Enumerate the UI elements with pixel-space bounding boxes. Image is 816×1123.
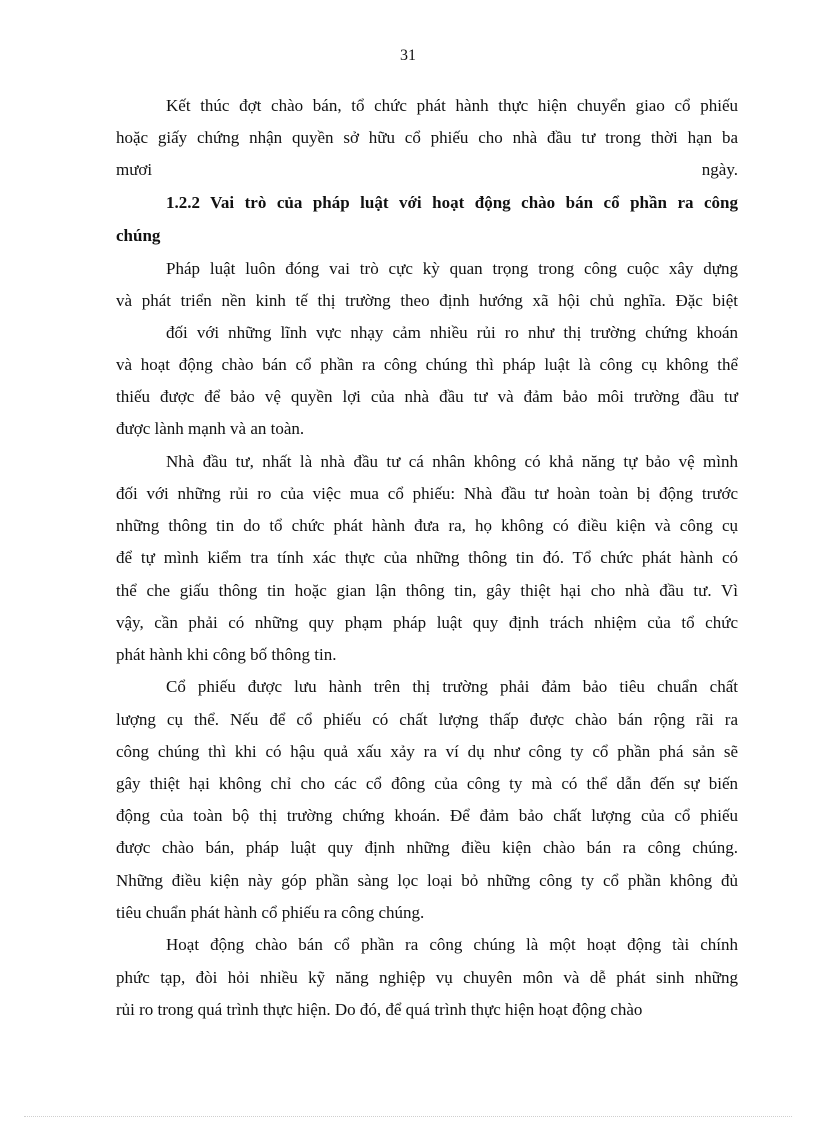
paragraph-line: thể che giấu thông tin hoặc gian lận thông tin, gây thiệt hại cho nhà đầu tư. Vì — [116, 581, 738, 600]
paragraph-line: Pháp luật luôn đóng vai trò cực kỳ quan trọng trong công cuộc xây dựng — [166, 259, 738, 278]
paragraph-line: tiêu chuẩn phát hành cổ phiếu ra công chúng. — [116, 903, 425, 922]
paragraph-line: và hoạt động chào bán cổ phần ra công chúng thì pháp luật là công cụ không thể — [116, 355, 738, 374]
paragraph-line: Kết thúc đợt chào bán, tổ chức phát hành thực hiện chuyển giao cổ phiếu — [166, 96, 738, 115]
paragraph-line: đối với những rủi ro của việc mua cổ phiếu: Nhà đầu tư hoàn toàn bị động trước — [116, 484, 738, 503]
paragraph-line: và phát triển nền kinh tế thị trường theo định hướng xã hội chủ nghĩa. Đặc biệt — [116, 291, 738, 310]
paragraph-line-split — [116, 160, 738, 180]
paragraph-line: hoặc giấy chứng nhận quyền sở hữu cổ phiếu cho nhà đầu tư trong thời hạn ba — [116, 128, 738, 147]
paragraph-line: phức tạp, đòi hỏi nhiều kỹ năng nghiệp vụ chuyên môn và dễ phát sinh những — [116, 968, 738, 987]
paragraph-line: để tự mình kiểm tra tính xác thực của những thông tin đó. Tổ chức phát hành có — [116, 548, 738, 567]
paragraph-line: động của toàn bộ thị trường chứng khoán. Để đảm bảo chất lượng của cổ phiếu — [116, 806, 738, 825]
page-number: 31 — [400, 47, 416, 64]
paragraph-line: phát hành khi công bố thông tin. — [116, 645, 337, 664]
paragraph-line: vậy, cần phải có những quy phạm pháp luật quy định trách nhiệm của tổ chức — [116, 613, 738, 632]
paragraph-line: Nhà đầu tư, nhất là nhà đầu tư cá nhân không có khả năng tự bảo vệ mình — [166, 452, 738, 471]
paragraph-line: đối với những lĩnh vực nhạy cảm nhiều rủi ro như thị trường chứng khoán — [166, 323, 738, 342]
paragraph-line: Cổ phiếu được lưu hành trên thị trường phải đảm bảo tiêu chuẩn chất — [166, 677, 738, 696]
paragraph-line: được chào bán, pháp luật quy định những điều kiện chào bán ra công chúng. — [116, 838, 738, 857]
page-bottom-border — [24, 1116, 792, 1117]
paragraph-line-start: mươi — [116, 160, 153, 179]
paragraph-line: lượng cụ thể. Nếu để cổ phiếu có chất lượng thấp được chào bán rộng rãi ra — [116, 710, 738, 729]
paragraph-line: thiếu được để bảo vệ quyền lợi của nhà đầu tư và đảm bảo môi trường đầu tư — [116, 387, 738, 406]
paragraph-line: công chúng thì khi có hậu quả xấu xảy ra ví dụ như công ty cổ phần phá sản sẽ — [116, 742, 738, 761]
section-heading: 1.2.2 Vai trò của pháp luật với hoạt động chào bán cổ phần ra công — [166, 193, 738, 212]
paragraph-line: gây thiệt hại không chỉ cho các cổ đông của công ty mà có thể dẫn đến sự biến — [116, 774, 738, 793]
paragraph-line: những thông tin do tổ chức phát hành đưa ra, họ không có điều kiện và công cụ — [116, 516, 738, 535]
paragraph-line: Hoạt động chào bán cổ phần ra công chúng là một hoạt động tài chính — [166, 935, 738, 954]
paragraph-line: Những điều kiện này góp phần sàng lọc loại bỏ những công ty cổ phần không đủ — [116, 871, 738, 890]
section-heading-continued: chúng — [116, 226, 161, 245]
paragraph-line: rủi ro trong quá trình thực hiện. Do đó, để quá trình thực hiện hoạt động chào — [116, 1000, 643, 1019]
paragraph-line-end: ngày. — [701, 160, 738, 179]
paragraph-line: được lành mạnh và an toàn. — [116, 419, 305, 438]
